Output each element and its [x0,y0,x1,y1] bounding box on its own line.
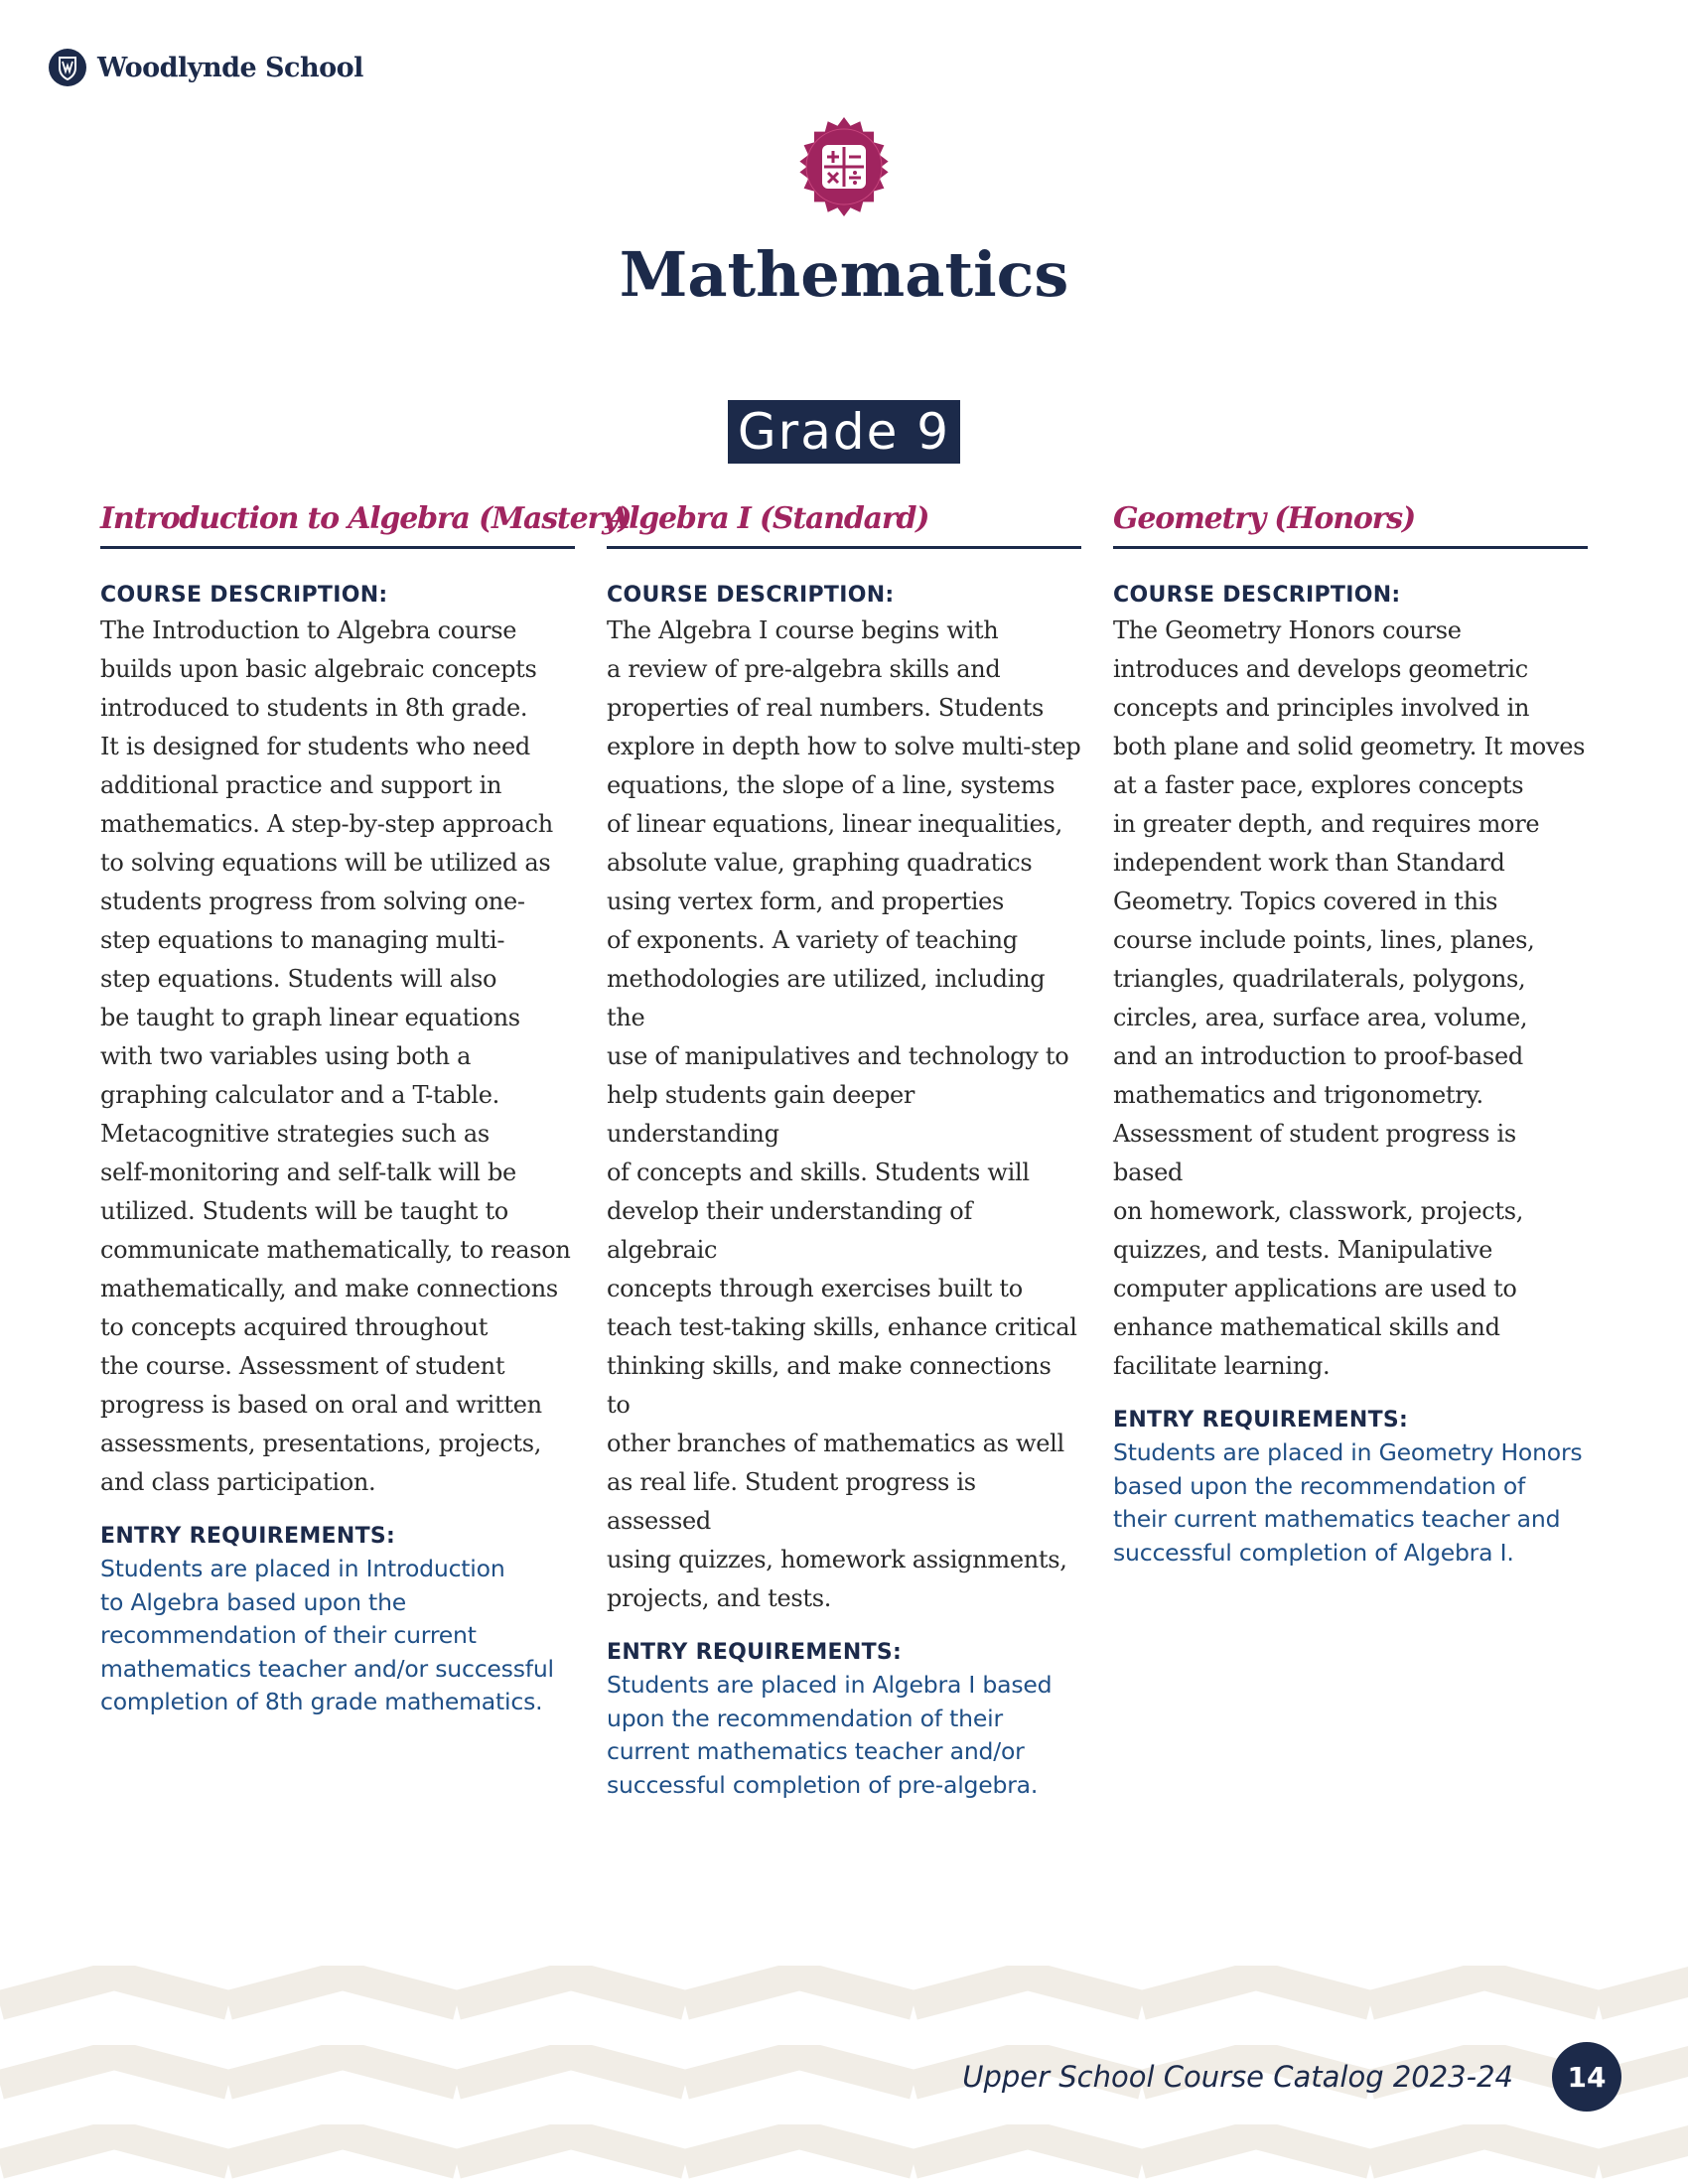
text-line: based upon the recommendation of [1113,1471,1526,1500]
text-line: circles, area, surface area, volume, [1113,1004,1528,1031]
text-line: students progress from solving one- [100,887,525,915]
course-description-label: COURSE DESCRIPTION: [1113,583,1401,608]
text-line: the course. Assessment of student [100,1352,505,1380]
subject-badge [794,117,894,216]
text-line: facilitate learning. [1113,1352,1331,1380]
text-line: using vertex form, and properties [607,887,1004,915]
course-description-label: COURSE DESCRIPTION: [100,583,388,608]
text-line: Assessment of student progress is based [1113,1120,1516,1186]
text-line: help students gain deeper understanding [607,1081,915,1148]
grade-heading: Grade 9 [728,400,960,464]
text-line: to Algebra based upon the [100,1587,407,1616]
text-line: at a faster pace, explores concepts [1113,771,1524,799]
text-line: Students are placed in Algebra I based [607,1671,1053,1699]
page-number: 14 [1552,2042,1621,2112]
text-line: with two variables using both a [100,1042,472,1070]
course-column-intro-algebra [100,496,632,1719]
text-line: Metacognitive strategies such as [100,1120,490,1148]
text-line: mathematics and trigonometry. [1113,1081,1483,1109]
text-line: methodologies are utilized, including the [607,965,1046,1031]
text-line: and class participation. [100,1468,376,1496]
text-line: independent work than Standard [1113,849,1505,877]
text-line: introduces and develops geometric [1113,655,1528,683]
text-line: progress is based on oral and written [100,1391,542,1419]
text-line: additional practice and support in [100,771,502,799]
text-line: recommendation of their current [100,1621,477,1649]
text-line: mathematics teacher and/or successful [100,1654,554,1683]
text-line: on homework, classwork, projects, [1113,1197,1524,1225]
text-line: of exponents. A variety of teaching [607,926,1018,954]
text-line: graphing calculator and a T-table. [100,1081,499,1109]
text-line: completion of 8th grade mathematics. [100,1688,543,1715]
text-line: utilized. Students will be taught to [100,1197,508,1225]
text-line: properties of real numbers. Students [607,694,1045,722]
entry-requirements-label: ENTRY REQUIREMENTS: [1113,1408,1409,1433]
math-operators-icon [794,117,894,216]
text-line: and an introduction to proof-based [1113,1042,1523,1070]
entry-requirements [1113,1436,1588,1570]
text-line: assessments, presentations, projects, [100,1430,542,1457]
text-line: enhance mathematical skills and [1113,1313,1500,1341]
text-line: current mathematics teacher and/or [607,1737,1025,1765]
entry-requirements [607,1669,1081,1802]
text-line: teach test-taking skills, enhance critical [607,1313,1077,1341]
text-line: builds upon basic algebraic concepts [100,655,537,683]
course-title: Algebra I (Standard) [607,496,1081,549]
text-line: develop their understanding of algebraic [607,1197,973,1264]
text-line: use of manipulatives and technology to [607,1042,1069,1070]
text-line: concepts through exercises built to [607,1275,1023,1302]
text-line: upon the recommendation of their [607,1704,1003,1732]
text-line: It is designed for students who need [100,733,530,760]
text-line: as real life. Student progress is assessed [607,1468,976,1535]
text-line: course include points, lines, planes, [1113,926,1535,954]
text-line: explore in depth how to solve multi-step [607,733,1081,760]
text-line: triangles, quadrilaterals, polygons, [1113,965,1526,993]
text-line: be taught to graph linear equations [100,1004,520,1031]
school-name: Woodlynde School [97,52,363,83]
entry-requirements-label: ENTRY REQUIREMENTS: [607,1640,903,1665]
text-line: in greater depth, and requires more [1113,810,1540,838]
text-line: to solving equations will be utilized as [100,849,551,877]
course-description [100,612,575,1502]
text-line: of linear equations, linear inequalities, [607,810,1062,838]
text-line: Students are placed in Introduction [100,1555,505,1582]
text-line: step equations. Students will also [100,965,497,993]
text-line: both plane and solid geometry. It moves [1113,733,1586,760]
text-line: to concepts acquired throughout [100,1313,489,1341]
text-line: thinking skills, and make connections to [607,1352,1052,1419]
text-line: a review of pre-algebra skills and [607,655,1001,683]
text-line: self-monitoring and self-talk will be [100,1159,516,1186]
text-line: quizzes, and tests. Manipulative [1113,1236,1493,1264]
course-description [1113,612,1588,1386]
course-description-label: COURSE DESCRIPTION: [607,583,895,608]
text-line: introduced to students in 8th grade. [100,694,528,722]
text-line: successful completion of pre-algebra. [607,1770,1039,1799]
text-line: The Algebra I course begins with [607,616,999,644]
entry-requirements-label: ENTRY REQUIREMENTS: [100,1524,396,1549]
text-line: absolute value, graphing quadratics [607,849,1033,877]
text-line: projects, and tests. [607,1584,832,1612]
shield-crest-icon [48,48,87,87]
school-brand [48,48,363,87]
course-title: Geometry (Honors) [1113,496,1588,549]
entry-requirements [100,1553,575,1719]
text-line: mathematics. A step-by-step approach [100,810,553,838]
text-line: computer applications are used to [1113,1275,1517,1302]
text-line: The Introduction to Algebra course [100,616,517,644]
text-line: communicate mathematically, to reason [100,1236,571,1264]
course-description [607,612,1081,1618]
text-line: of concepts and skills. Students will [607,1159,1030,1186]
text-line: concepts and principles involved in [1113,694,1530,722]
text-line: using quizzes, homework assignments, [607,1546,1067,1573]
text-line: their current mathematics teacher and [1113,1505,1561,1533]
course-column-algebra-1 [607,496,1081,1802]
text-line: equations, the slope of a line, systems [607,771,1055,799]
text-line: Students are placed in Geometry Honors [1113,1438,1583,1466]
page-title: Mathematics [619,238,1069,311]
text-line: Geometry. Topics covered in this [1113,887,1498,915]
course-title: Introduction to Algebra (Mastery) [100,496,575,549]
text-line: step equations to managing multi- [100,926,505,954]
text-line: The Geometry Honors course [1113,616,1462,644]
text-line: mathematically, and make connections [100,1275,558,1302]
course-column-geometry-honors [1113,496,1588,1570]
text-line: other branches of mathematics as well [607,1430,1064,1457]
catalog-title: Upper School Course Catalog 2023-24 [962,2060,1513,2094]
text-line: successful completion of Algebra I. [1113,1538,1514,1567]
